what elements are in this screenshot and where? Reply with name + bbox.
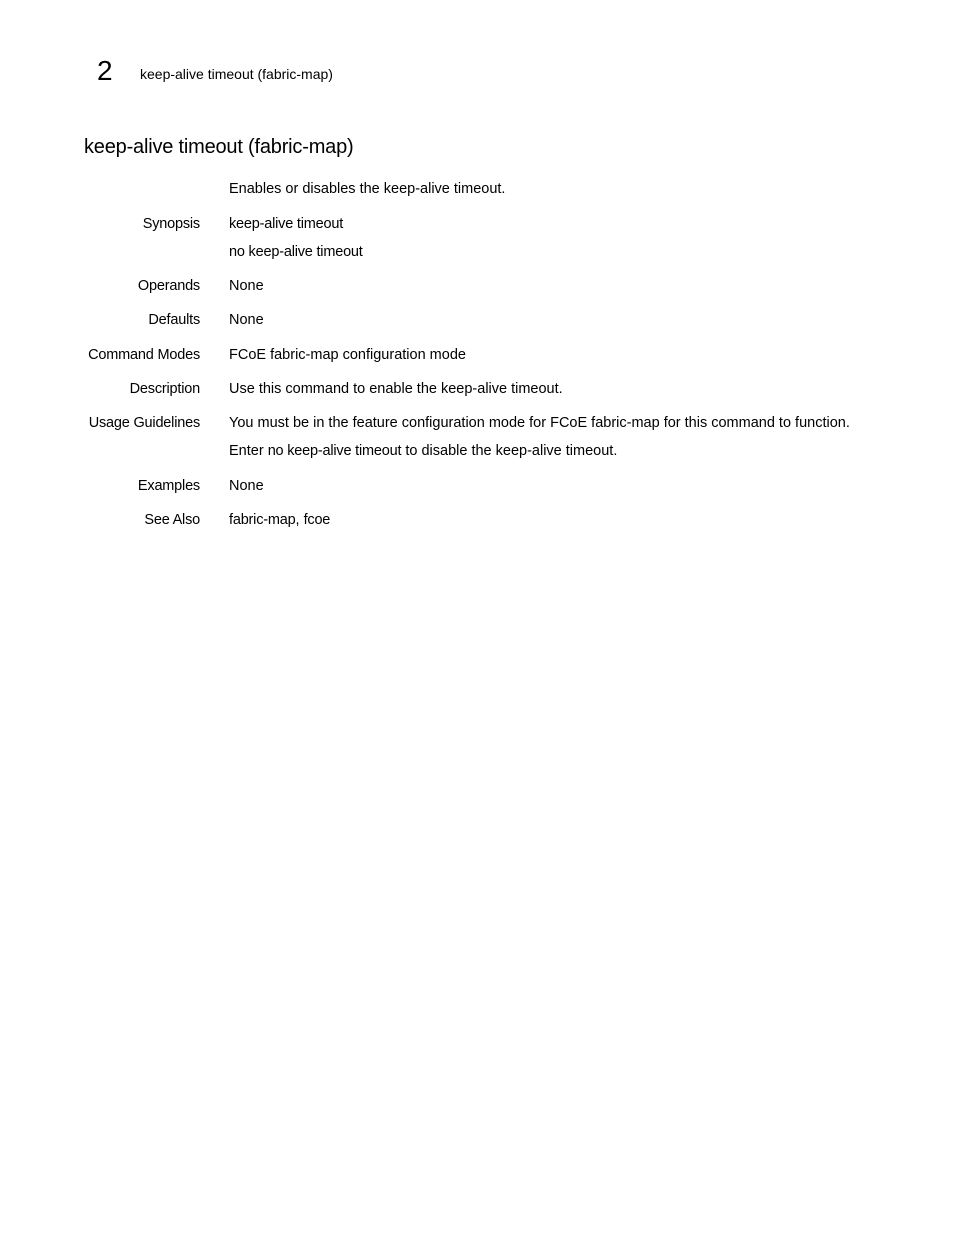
see-also-link-fcoe[interactable]: fcoe [303, 512, 331, 528]
operands-label: Operands [137, 278, 200, 294]
usage-guidelines-value [229, 414, 850, 460]
see-also-value [229, 511, 330, 529]
description-value: Use this command to enable the keep-alive timeout. [229, 381, 563, 397]
see-also-label: See Also [144, 512, 200, 528]
see-also-separator: , [295, 512, 304, 528]
usage-note-suffix: to disable the keep-alive timeout. [401, 443, 618, 459]
usage-guidelines-note [229, 442, 850, 460]
usage-guidelines-label: Usage Guidelines [88, 415, 200, 431]
running-header-title: keep-alive timeout (fabric-map) [140, 66, 333, 82]
defaults-label: Defaults [148, 312, 200, 328]
synopsis-label: Synopsis [142, 216, 200, 232]
chapter-number: 2 [97, 55, 113, 86]
synopsis-negated-command: no keep-alive timeout [229, 244, 363, 260]
page-title: keep-alive timeout (fabric-map) [84, 136, 354, 158]
defaults-value: None [229, 312, 264, 328]
operands-value: None [229, 278, 264, 294]
synopsis-command: keep-alive timeout [229, 216, 344, 232]
usage-note-command: no keep-alive timeout [267, 443, 402, 459]
examples-label: Examples [137, 478, 200, 494]
command-modes-label: Command Modes [88, 347, 200, 363]
see-also-link-fabric-map[interactable]: fabric-map [229, 512, 296, 528]
usage-note-prefix: Enter [229, 443, 268, 459]
description-label: Description [129, 381, 200, 397]
usage-guidelines-text: You must be in the feature configuration mode for FCoE fabric-map for this command to function. [229, 415, 850, 431]
intro-text: Enables or disables the keep-alive timeout. [229, 181, 506, 197]
examples-value: None [229, 478, 264, 494]
command-modes-value: FCoE fabric-map configuration mode [229, 347, 466, 363]
synopsis-value [229, 215, 363, 261]
